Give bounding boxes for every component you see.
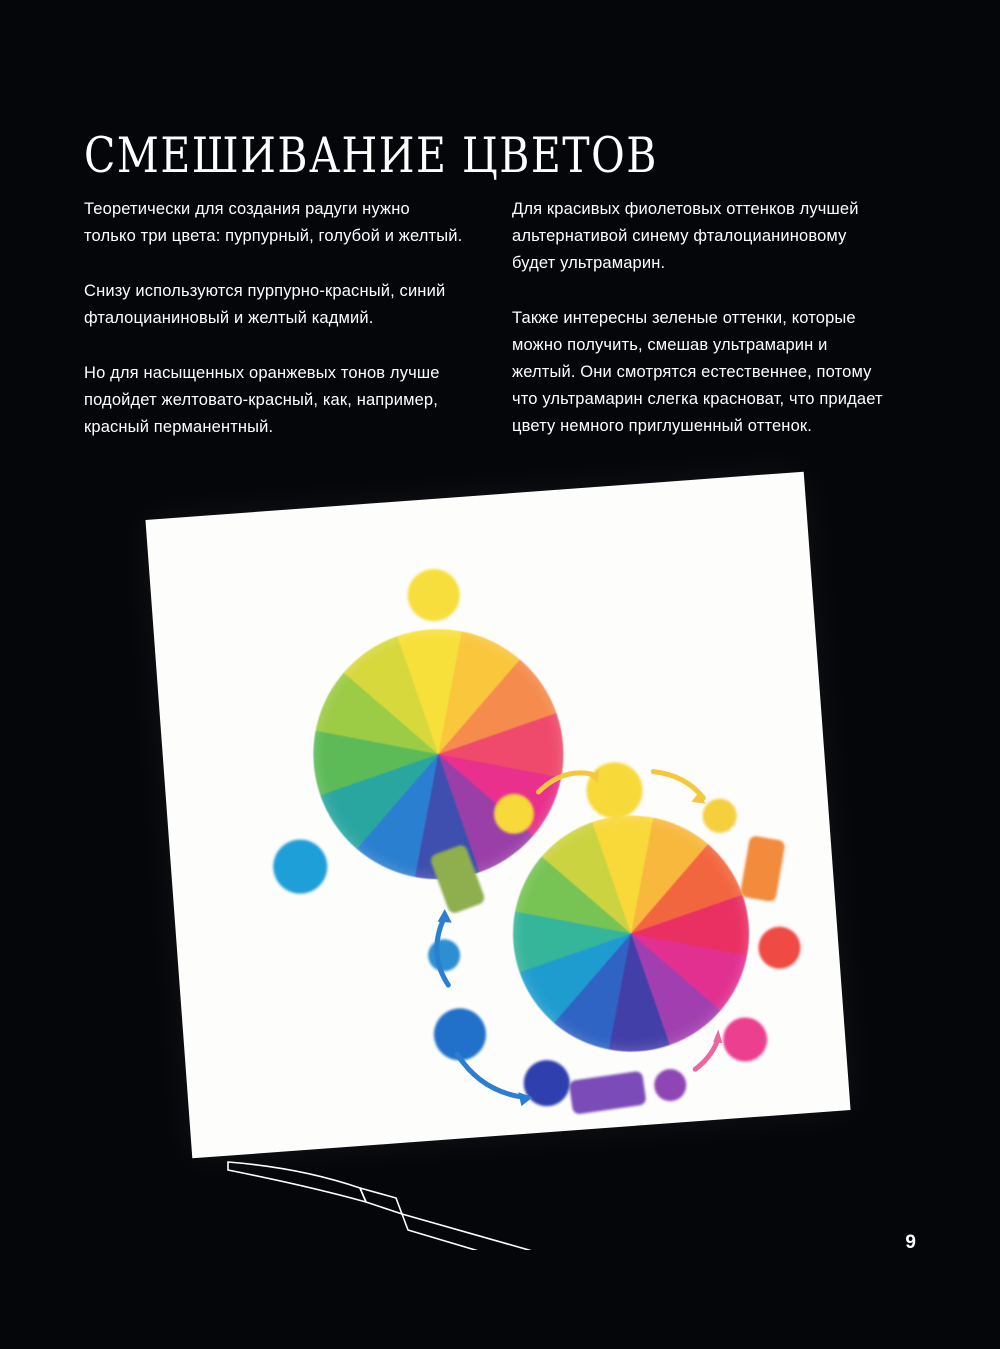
paragraph: Также интересны зеленые оттенки, которые можно получить, смешав ультрамарин и желтый. Они смотрятся естественнее, потому что ультрамарин слегка красноват, что придает цвету немного приглушенный оттенок. (512, 309, 883, 435)
arrow-pink (693, 1042, 719, 1070)
paragraph: Снизу используются пурпурно-красный, синий фталоцианиновый и желтый кадмий. (84, 282, 446, 327)
paper-sheet (145, 472, 850, 1159)
arrow-yellow-left (537, 772, 592, 792)
text-column-left (84, 196, 464, 441)
arrow-layer (145, 472, 850, 1159)
brush-illustration (220, 1110, 780, 1250)
paragraph: Но для насыщенных оранжевых тонов лучше подойдет желтовато-красный, как, например, красный перманентный. (84, 364, 440, 436)
text-column-right (512, 196, 892, 440)
illustration-photo (120, 465, 920, 1225)
paragraph: Теоретически для создания радуги нужно только три цвета: пурпурный, голубой и желтый. (84, 200, 463, 245)
arrow-blue-lower (457, 1050, 526, 1103)
page-number: 9 (905, 1232, 916, 1253)
paragraph: Для красивых фиолетовых оттенков лучшей альтернативой синему фталоцианиновому будет ультрамарин. (512, 200, 859, 272)
arrow-blue-upper (435, 919, 449, 985)
page-title: СМЕШИВАНИЕ ЦВЕТОВ (84, 127, 658, 185)
